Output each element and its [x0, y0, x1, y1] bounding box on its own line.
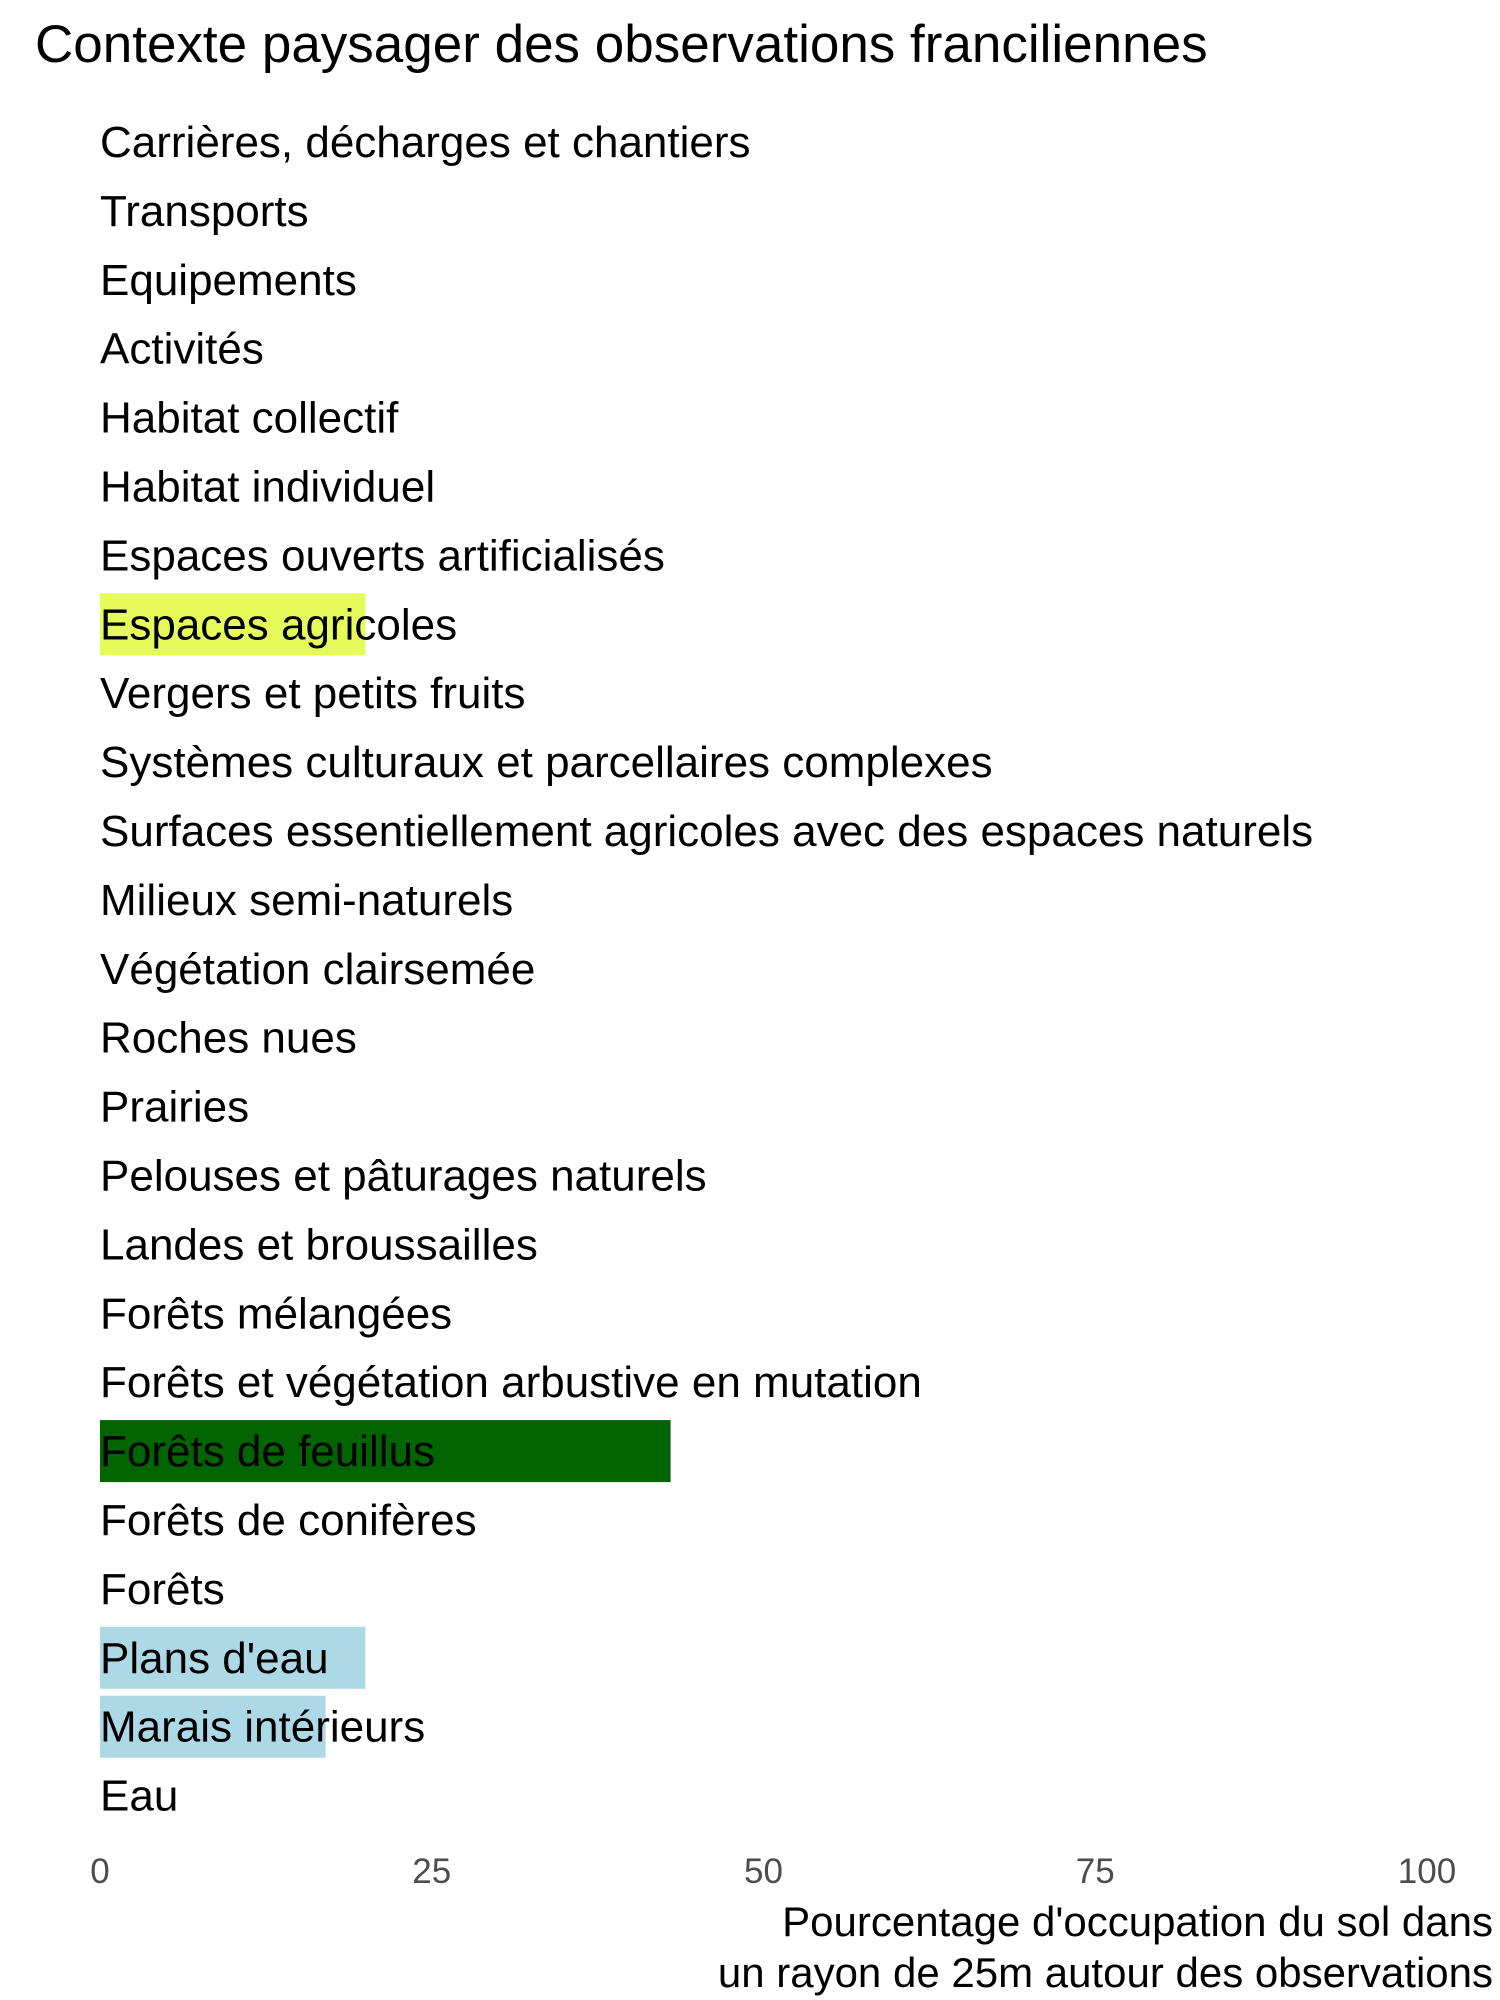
- category-label-eau: Eau: [100, 1771, 179, 1821]
- x-axis-title-line-2: un rayon de 25m autour des observations: [717, 1949, 1493, 1996]
- x-tick-label-75: 75: [1075, 1852, 1115, 1891]
- category-label-forets-melangees: Forêts mélangées: [100, 1289, 453, 1339]
- x-tick-label-100: 100: [1397, 1852, 1457, 1891]
- x-tick-label-0: 0: [90, 1852, 110, 1891]
- category-label-pelouses-et-paturages-naturels: Pelouses et pâturages naturels: [100, 1151, 707, 1201]
- category-label-prairies: Prairies: [100, 1082, 250, 1132]
- category-label-forets-de-feuillus: Forêts de feuillus: [100, 1427, 436, 1477]
- x-tick-label-50: 50: [744, 1852, 783, 1891]
- category-label-activites: Activités: [100, 324, 264, 374]
- x-axis-title-line-1: Pourcentage d'occupation du sol dans: [782, 1898, 1493, 1945]
- chart-title: Contexte paysager des observations franciliennes: [35, 15, 1208, 74]
- category-label-equipements: Equipements: [100, 255, 357, 305]
- category-label-habitat-individuel: Habitat individuel: [100, 462, 436, 512]
- category-label-transports: Transports: [100, 186, 309, 236]
- category-label-marais-interieurs: Marais intérieurs: [100, 1702, 426, 1752]
- category-label-vergers-et-petits-fruits: Vergers et petits fruits: [100, 669, 526, 719]
- category-label-roches-nues: Roches nues: [100, 1013, 357, 1063]
- category-label-surfaces-essentiellement-agricoles-avec-des-espaces-naturels: Surfaces essentiellement agricoles avec des espaces naturels: [100, 807, 1314, 856]
- category-label-forets-et-vegetation-arbustive-en-mutation: Forêts et végétation arbustive en mutation: [100, 1358, 922, 1408]
- x-tick-label-25: 25: [412, 1852, 452, 1891]
- category-label-espaces-ouverts-artificialises: Espaces ouverts artificialisés: [100, 531, 665, 581]
- category-label-habitat-collectif: Habitat collectif: [100, 393, 399, 443]
- category-label-milieux-semi-naturels: Milieux semi-naturels: [100, 875, 514, 925]
- category-label-espaces-agricoles: Espaces agricoles: [100, 600, 458, 650]
- category-label-plans-d-eau: Plans d'eau: [100, 1633, 329, 1683]
- category-label-forets: Forêts: [100, 1564, 225, 1614]
- x-axis-ticks: [90, 1852, 1456, 1891]
- category-label-systemes-culturaux-et-parcellaires-complexes: Systèmes culturaux et parcellaires complexes: [100, 738, 993, 788]
- category-label-carrieres-decharges-et-chantiers: Carrières, décharges et chantiers: [100, 118, 751, 167]
- category-label-landes-et-broussailles: Landes et broussailles: [100, 1220, 538, 1270]
- category-label-vegetation-clairsemee: Végétation clairsemée: [100, 944, 536, 994]
- category-label-forets-de-coniferes: Forêts de conifères: [100, 1496, 477, 1545]
- category-labels: [100, 118, 1313, 1821]
